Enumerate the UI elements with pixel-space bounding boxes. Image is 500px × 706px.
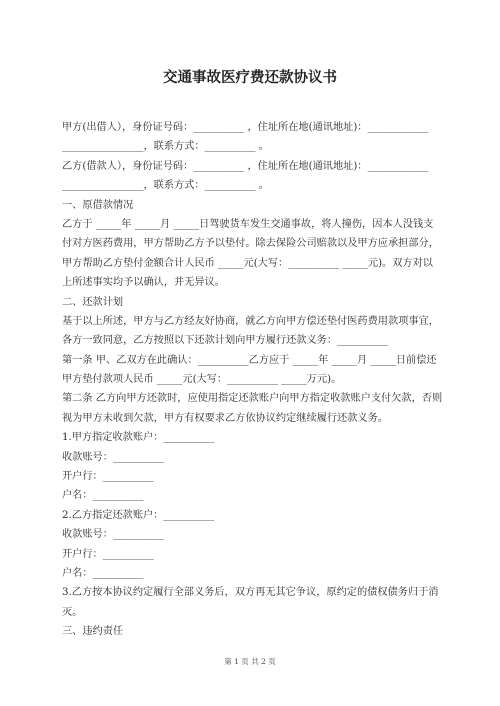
article-1-line: 第一条 甲、乙双方在此确认：__________乙方应于 _____年 _____月 _____日前偿还 bbox=[62, 354, 437, 366]
article-1-line: 甲方垫付款项人民币 _____元(大写：__________ _____万元)。 bbox=[62, 374, 342, 386]
clause-3-line: 灭。 bbox=[62, 606, 83, 618]
payer-account-title: 2.乙方指定还款账户：__________ bbox=[62, 509, 215, 521]
page-number-footer: 第 1 页 共 2 页 bbox=[224, 657, 276, 666]
repayment-intro-line: 基于以上所述，甲方与乙方经友好协商，就乙方向甲方偿还垫付医药费用款项事宜， bbox=[62, 315, 439, 327]
document-title: 交通事故医疗费还款协议书 bbox=[163, 69, 337, 86]
section-heading-breach-liability: 三、违约责任 bbox=[62, 626, 124, 638]
original-loan-text-line: 付对方医药费用，甲方帮助乙方予以垫付。除去保险公司赔款以及甲方应承担部分， bbox=[62, 238, 439, 250]
section-heading-repayment-plan: 二、还款计划 bbox=[62, 296, 124, 308]
party-b-line-1: 乙方(借款人），身份证号码：__________ ，住址所在地(通讯地址)：____________ bbox=[62, 160, 429, 172]
payee-account-number: 收款账号：__________ bbox=[62, 451, 164, 463]
original-loan-text-line: 上所述事实均予以确认，并无异议。 bbox=[62, 277, 225, 289]
document-body bbox=[62, 118, 462, 642]
payer-account-name: 户名：__________ bbox=[62, 567, 144, 579]
payee-account-name: 户名：__________ bbox=[62, 490, 144, 502]
original-loan-text-line: 乙方于 _____年 _____月 _____日驾驶货车发生交通事故，将人撞伤，因本人没钱支 bbox=[62, 218, 434, 230]
payer-account-bank: 开户行：__________ bbox=[62, 548, 154, 560]
article-2-line: 第二条 乙方向甲方还款时，应使用指定还款账户向甲方指定收款账户支付欠款，否则 bbox=[62, 393, 443, 405]
article-2-line: 视为甲方未收到欠款，甲方有权要求乙方依协议约定继续履行还款义务。 bbox=[62, 412, 388, 424]
repayment-intro-line: 各方一致同意，乙方按照以下还款计划向甲方履行还款义务：__________ bbox=[62, 335, 388, 347]
party-a-line-2: ________________，联系方式：__________ 。 bbox=[62, 141, 269, 153]
party-b-line-2: ________________，联系方式：__________ 。 bbox=[62, 180, 269, 192]
section-heading-original-loan: 一、原借款情况 bbox=[62, 199, 134, 211]
payee-account-bank: 开户行：__________ bbox=[62, 471, 154, 483]
party-a-line-1: 甲方(出借人），身份证号码：__________ ，住址所在地(通讯地址)：____________ bbox=[62, 122, 429, 133]
payer-account-number: 收款账号：__________ bbox=[62, 529, 164, 541]
payee-account-title: 1.甲方指定收款账户：__________ bbox=[62, 432, 215, 444]
clause-3-line: 3.乙方按本协议约定履行全部义务后，双方再无其它争议，原约定的债权债务归于消 bbox=[62, 587, 439, 599]
original-loan-text-line: 甲方帮助乙方垫付金额合计人民币 _____元(大写：__________ _____元)。双方对以 bbox=[62, 257, 433, 269]
